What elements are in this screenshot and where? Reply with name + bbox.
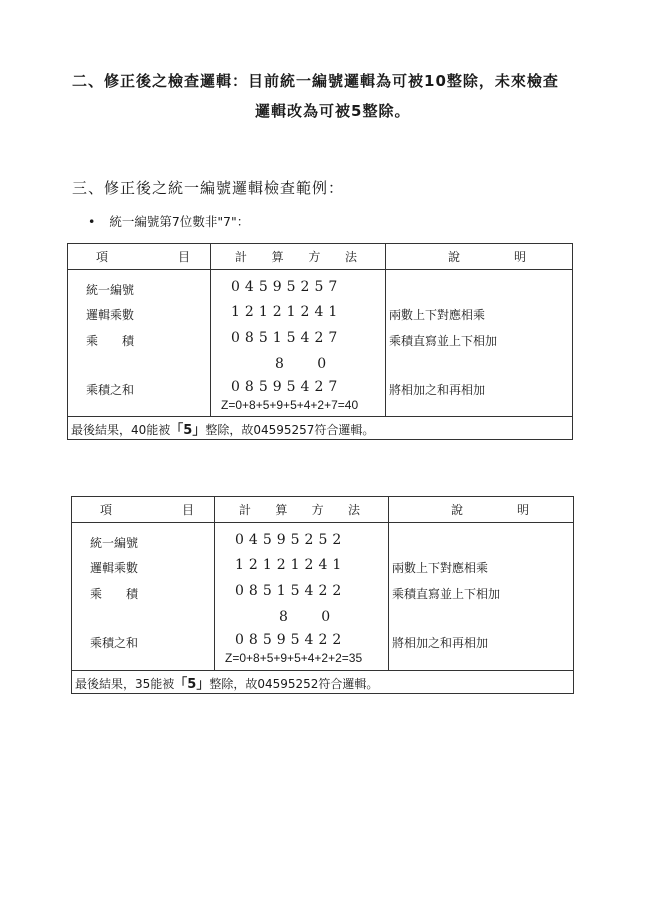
digits-carry: 8 0 <box>279 609 336 625</box>
label-id: 統一編號 <box>90 536 139 550</box>
note-sum-again: 將相加之和再相加 <box>389 383 486 397</box>
result-text: 最後結果，35能被「5」整除，故04595252符合邏輯。 <box>72 671 574 694</box>
header-note: 說 明 <box>386 244 573 270</box>
z-formula: Z=0+8+5+9+5+4+2+2=35 <box>225 651 363 665</box>
label-sum: 乘積之和 <box>90 636 139 650</box>
result-text: 最後結果，40能被「5」整除，故04595257符合邏輯。 <box>68 417 573 440</box>
table-body <box>72 523 574 671</box>
label-product: 乘 積 <box>90 587 139 601</box>
header-item: 項 目 <box>68 244 211 270</box>
note-sum-again: 將相加之和再相加 <box>392 636 489 650</box>
calc-table-2 <box>71 496 574 694</box>
table-footer <box>72 671 574 694</box>
header-note: 說 明 <box>389 497 574 523</box>
digits-sum: 08595427 <box>231 379 343 395</box>
digits-sum: 08595422 <box>235 632 347 648</box>
digits-carry: 8 0 <box>275 356 332 372</box>
header-method: 計 算 方 法 <box>215 497 389 523</box>
bullet-line <box>88 212 249 230</box>
bullet-text: 統一編號第7位數非"7"： <box>109 214 250 229</box>
header-item: 項 目 <box>72 497 215 523</box>
note-add-vertical: 乘積直寫並上下相加 <box>389 334 498 348</box>
digits-id: 04595252 <box>235 532 347 548</box>
digits-product: 08515422 <box>235 583 347 599</box>
label-sum: 乘積之和 <box>86 383 135 397</box>
table-header <box>68 244 573 270</box>
note-multiply: 兩數上下對應相乘 <box>392 561 489 575</box>
table-header <box>72 497 574 523</box>
label-product: 乘 積 <box>86 334 135 348</box>
calc-table-1 <box>67 243 573 440</box>
label-id: 統一編號 <box>86 283 135 297</box>
section2-line1: 二、修正後之檢查邏輯：目前統一編號邏輯為可被10整除，未來檢查 <box>72 72 559 90</box>
note-add-vertical: 乘積直寫並上下相加 <box>392 587 501 601</box>
note-multiply: 兩數上下對應相乘 <box>389 308 486 322</box>
table-body <box>68 270 573 417</box>
z-formula: Z=0+8+5+9+5+4+2+7=40 <box>221 398 359 412</box>
label-multiplier: 邏輯乘數 <box>90 561 139 575</box>
table-footer <box>68 417 573 440</box>
digits-product: 08515427 <box>231 330 343 346</box>
digits-id: 04595257 <box>231 279 343 295</box>
section3-title: 三、修正後之統一編號邏輯檢查範例： <box>72 179 345 197</box>
bullet-icon: • <box>88 214 96 229</box>
header-method: 計 算 方 法 <box>211 244 386 270</box>
digits-multiplier: 12121241 <box>231 304 343 320</box>
section2-line2: 邏輯改為可被5整除。 <box>255 102 411 120</box>
digits-multiplier: 12121241 <box>235 557 347 573</box>
label-multiplier: 邏輯乘數 <box>86 308 135 322</box>
